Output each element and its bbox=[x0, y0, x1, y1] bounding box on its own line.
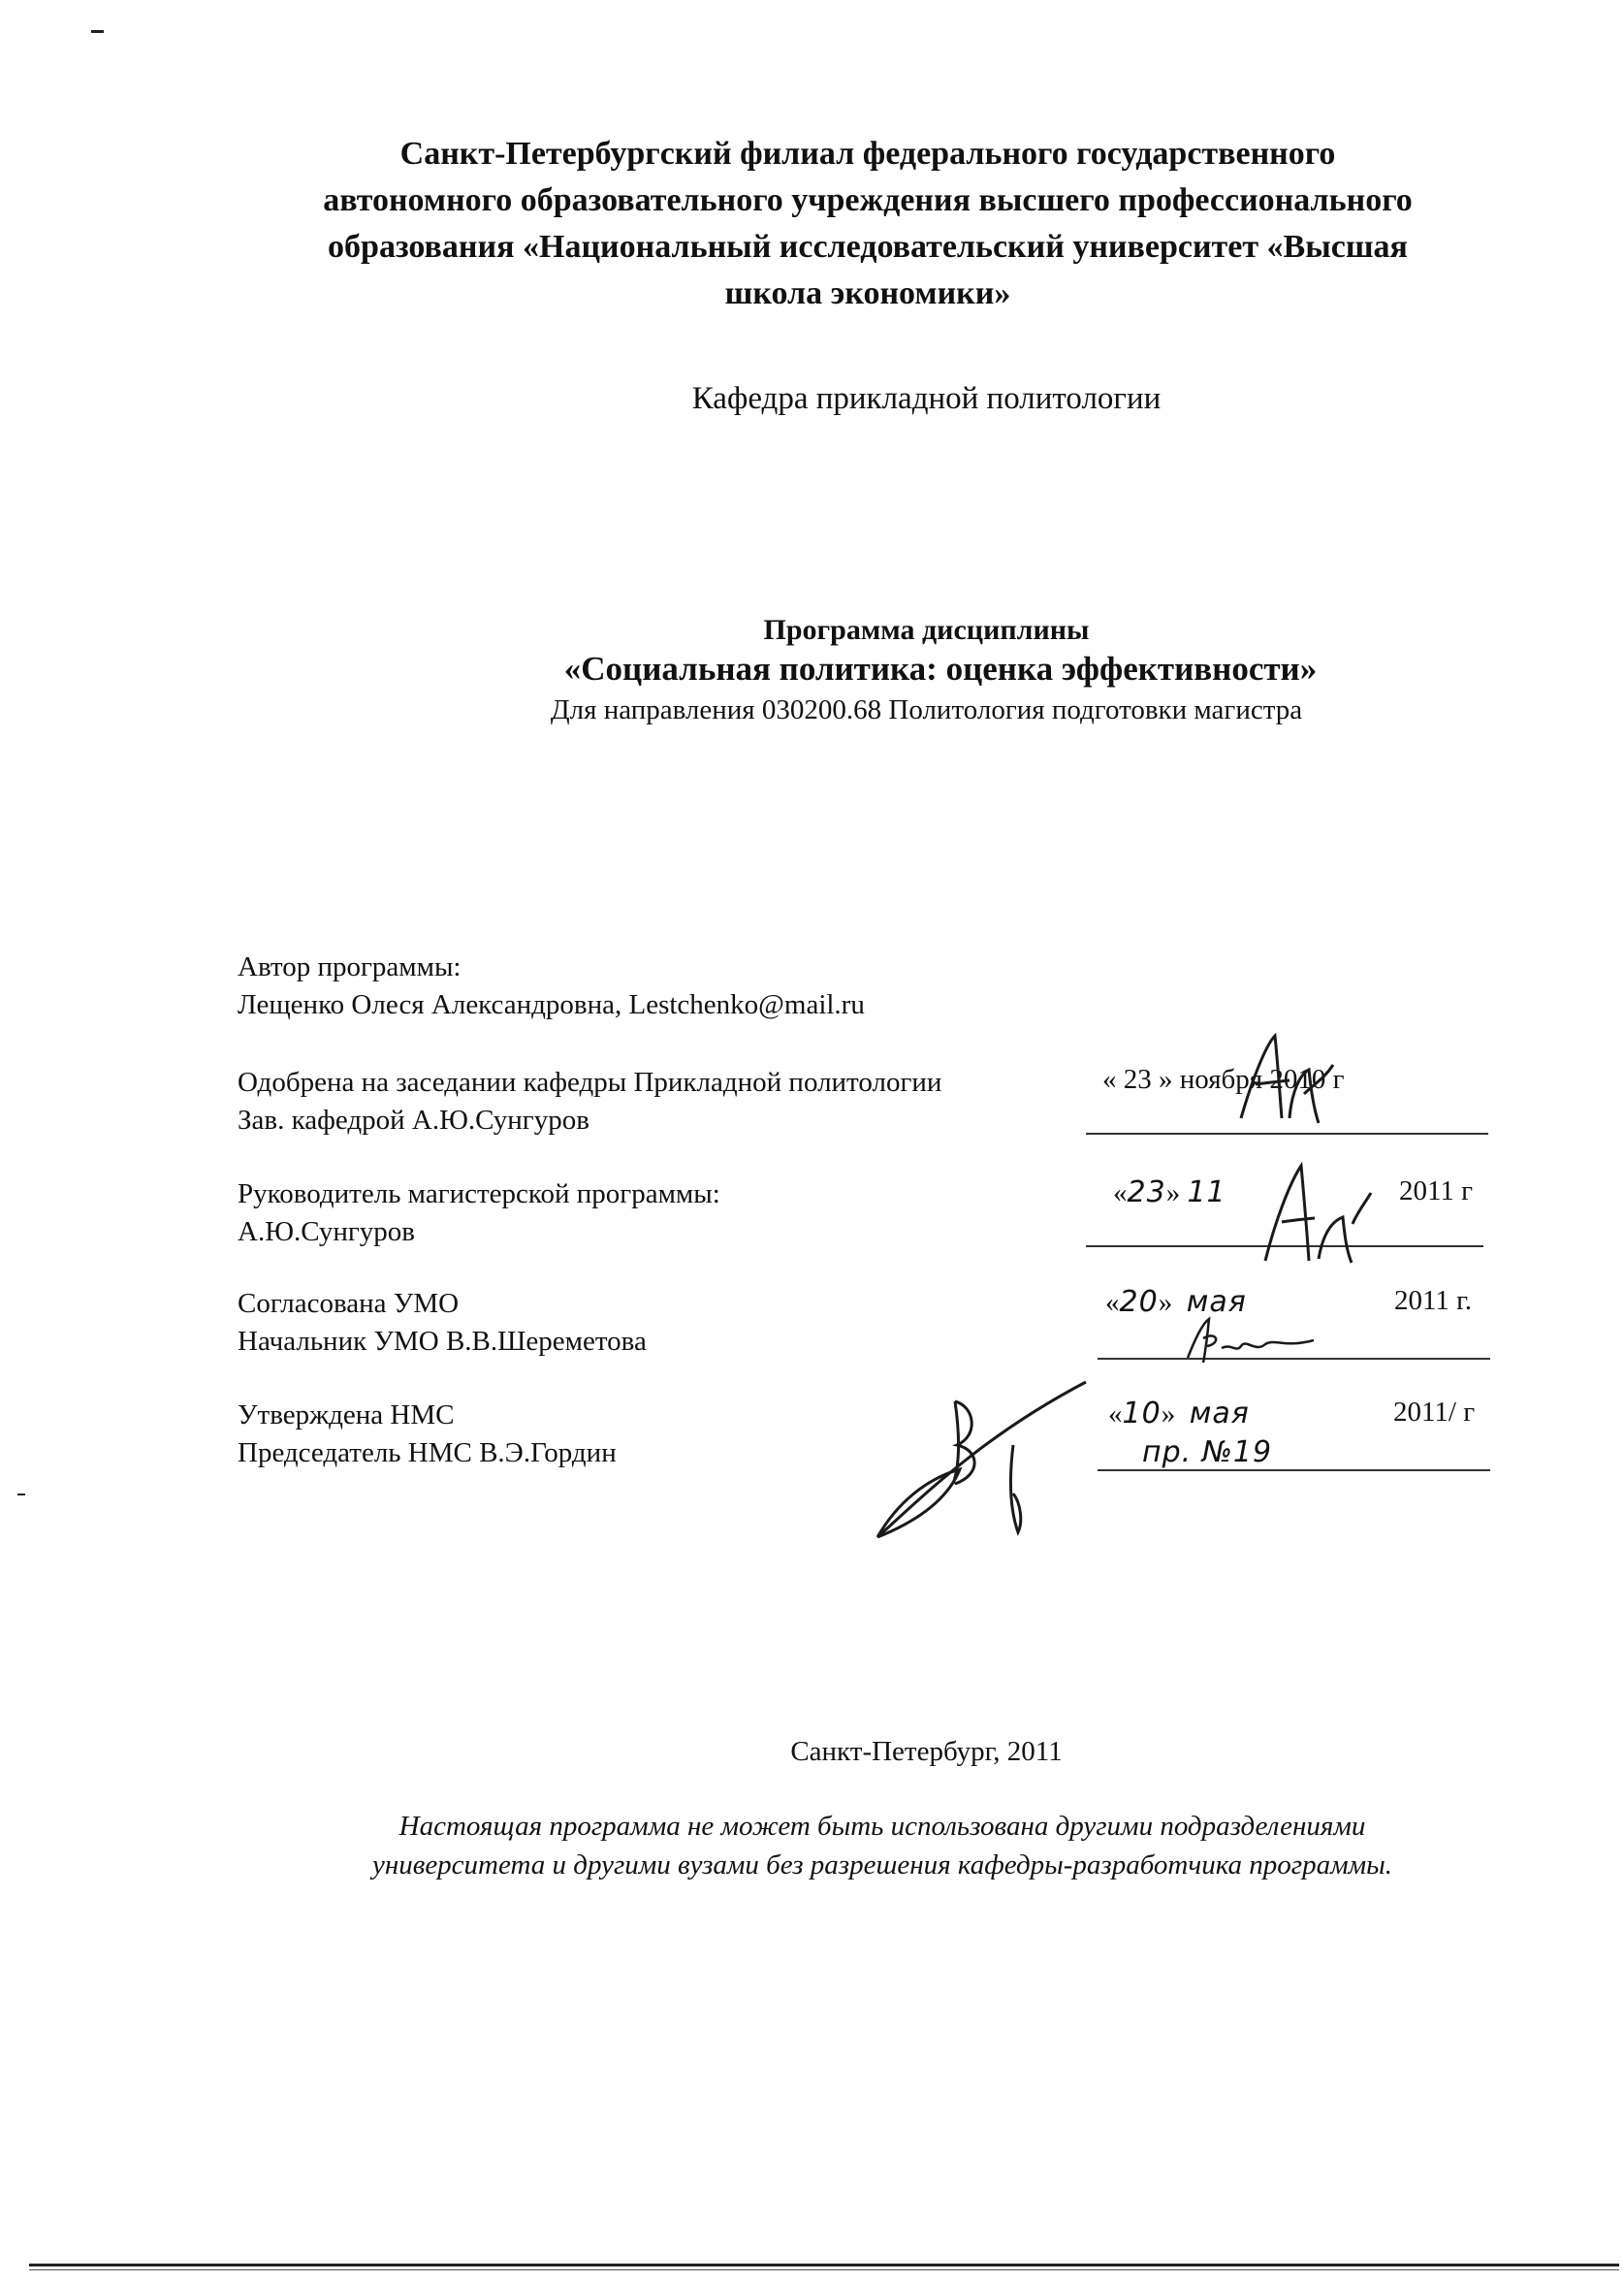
bottom-rule bbox=[29, 2269, 1619, 2270]
institution-header-line: образования «Национальный исследовательский университет «Высшая bbox=[328, 229, 1408, 265]
date-open-quote: « bbox=[1108, 1398, 1123, 1430]
approval-date bbox=[1108, 1397, 1250, 1430]
usage-notice-line: университета и другими вузами без разрешения кафедры-разработчика программы. bbox=[371, 1849, 1393, 1880]
institution-header-line: Санкт-Петербургский филиал федерального государственного bbox=[399, 136, 1336, 172]
institution-header-line: школа экономики» bbox=[724, 275, 1011, 311]
author-label: Автор программы: bbox=[238, 951, 462, 982]
date-month: мая bbox=[1189, 1397, 1250, 1430]
date-month: мая bbox=[1186, 1285, 1247, 1319]
date-day: 10 bbox=[1122, 1397, 1162, 1430]
approval-signer: А.Ю.Сунгуров bbox=[238, 1216, 415, 1247]
approval-line: Согласована УМО bbox=[238, 1288, 460, 1319]
approval-line: Утверждена НМС bbox=[238, 1399, 455, 1430]
approval-date: « 23 » ноября 2010 г bbox=[1102, 1064, 1345, 1095]
date-open-quote: « bbox=[1113, 1177, 1128, 1208]
bottom-rule bbox=[29, 2264, 1619, 2266]
handwritten-signature bbox=[1251, 1154, 1377, 1270]
handwritten-signature bbox=[1178, 1309, 1323, 1367]
approval-year: 2011/ г bbox=[1393, 1397, 1476, 1428]
approval-master-program bbox=[238, 1175, 720, 1251]
date-close-quote: » bbox=[1161, 1398, 1176, 1430]
date-close-quote: » bbox=[1165, 1177, 1181, 1208]
institution-header bbox=[233, 131, 1503, 317]
approval-signer: Зав. кафедрой А.Ю.Сунгуров bbox=[238, 1105, 589, 1136]
approval-line: Руководитель магистерской программы: bbox=[238, 1178, 720, 1209]
city-year: Санкт-Петербург, 2011 bbox=[790, 1736, 1063, 1767]
date-close-quote: » bbox=[1158, 1287, 1173, 1318]
approval-year: 2011 г. bbox=[1394, 1285, 1473, 1316]
handwritten-signature bbox=[868, 1377, 1096, 1542]
approval-date bbox=[1113, 1175, 1226, 1209]
program-label: Программа дисциплины bbox=[763, 614, 1090, 646]
course-title: «Социальная политика: оценка эффективности» bbox=[563, 650, 1318, 688]
usage-notice-line: Настоящая программа не может быть использована другими подразделениями bbox=[398, 1811, 1366, 1842]
approval-line: Одобрена на заседании кафедры Прикладной политологии bbox=[238, 1067, 942, 1098]
program-direction: Для направления 030200.68 Политология подготовки магистра bbox=[550, 694, 1303, 725]
approval-nms bbox=[238, 1397, 617, 1472]
approval-umo bbox=[238, 1285, 647, 1361]
author-block bbox=[238, 948, 865, 1024]
signature-line bbox=[1098, 1469, 1490, 1471]
date-day: 20 bbox=[1119, 1285, 1159, 1319]
date-day: 23 bbox=[1127, 1175, 1166, 1209]
date-month: 11 bbox=[1187, 1175, 1226, 1209]
signature-line bbox=[1086, 1133, 1488, 1135]
handwritten-signature bbox=[1222, 1026, 1338, 1133]
institution-header-line: автономного образовательного учреждения высшего профессионального bbox=[323, 182, 1413, 218]
usage-notice bbox=[271, 1807, 1493, 1884]
scan-speck bbox=[91, 30, 104, 33]
author-name: Лещенко Олеся Александровна, Lestchenko@mail.ru bbox=[238, 989, 865, 1020]
approval-signer: Председатель НМС В.Э.Гордин bbox=[238, 1437, 617, 1468]
date-open-quote: « bbox=[1105, 1287, 1120, 1318]
approval-department bbox=[238, 1064, 941, 1140]
scan-speck bbox=[17, 1494, 25, 1495]
protocol-number: пр. №19 bbox=[1142, 1435, 1273, 1469]
approval-year: 2011 г bbox=[1399, 1175, 1474, 1206]
approval-signer: Начальник УМО В.В.Шереметова bbox=[238, 1326, 647, 1357]
department-name: Кафедра прикладной политологии bbox=[691, 381, 1162, 416]
